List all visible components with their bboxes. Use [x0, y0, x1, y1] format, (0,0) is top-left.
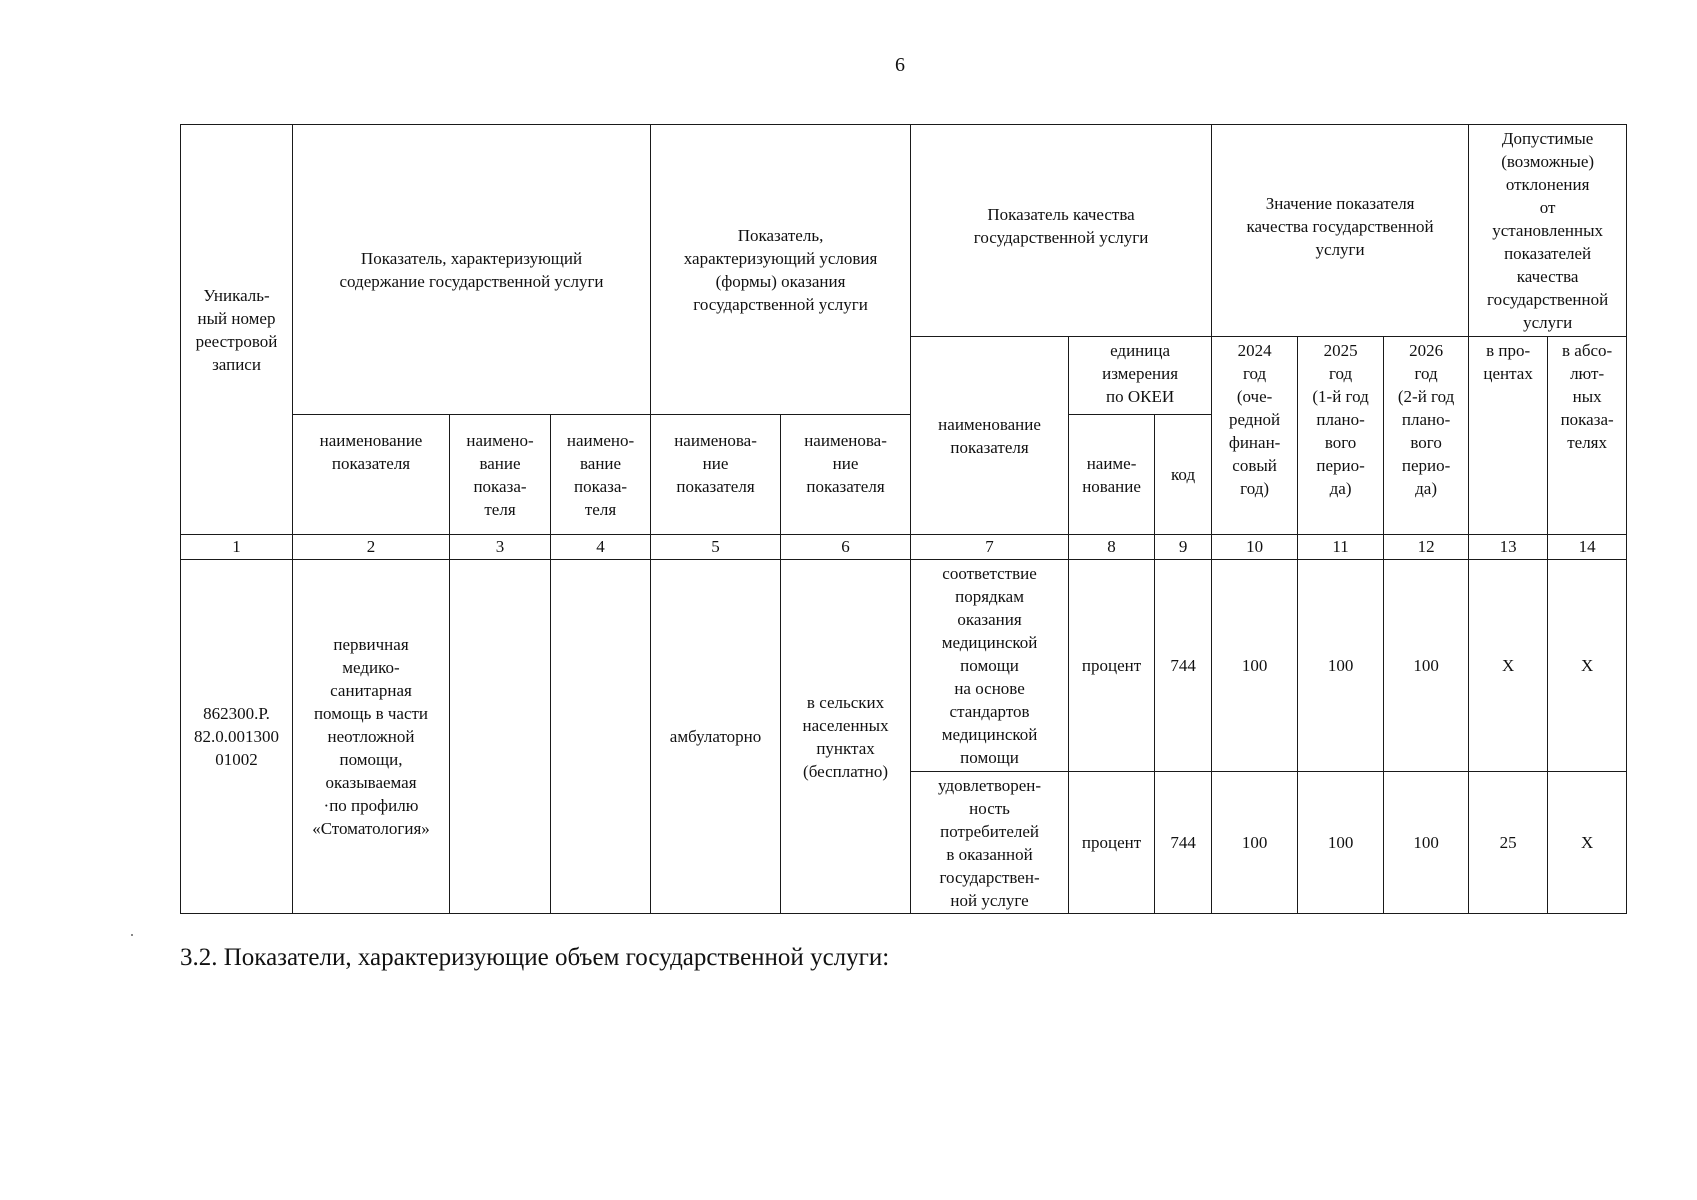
unit-name: процент — [1069, 560, 1155, 772]
header-sub-col-6: наименова- ние показателя — [781, 415, 911, 535]
header-in-percent: в про- центах — [1469, 337, 1548, 535]
deviation-percent: 25 — [1469, 772, 1548, 914]
column-number: 3 — [450, 535, 551, 560]
quality-indicator-name: соответствие порядкам оказания медицинской помощи на основе стандартов медицинской помощи — [911, 560, 1069, 772]
header-quality-indicator: Показатель качества государственной услуги — [911, 125, 1212, 337]
column-number: 13 — [1469, 535, 1548, 560]
column-numbers-row — [181, 535, 1627, 560]
quality-indicators-table — [180, 124, 1627, 914]
header-sub-col-3: наимено- вание показа- теля — [450, 415, 551, 535]
column-number: 10 — [1212, 535, 1298, 560]
scan-speck — [131, 934, 133, 936]
header-okei-code: код — [1155, 415, 1212, 535]
value-2025: 100 — [1298, 772, 1384, 914]
header-sub-col-4: наимено- вание показа- теля — [551, 415, 651, 535]
header-year-2025: 2025 год (1-й год плано- вого перио- да) — [1298, 337, 1384, 535]
header-year-2026: 2026 год (2-й год плано- вого перио- да) — [1384, 337, 1469, 535]
unit-code: 744 — [1155, 772, 1212, 914]
page-number: 6 — [895, 54, 905, 76]
quality-indicator-name: удовлетворен- ность потребителей в оказанной государствен- ной услуге — [911, 772, 1069, 914]
column-number: 6 — [781, 535, 911, 560]
header-allowed-deviations: Допустимые (возможные) отклонения от установленных показателей качества государственной услуги — [1469, 125, 1627, 337]
column-number: 7 — [911, 535, 1069, 560]
header-conditions-indicator: Показатель, характеризующий условия (формы) оказания государственной услуги — [651, 125, 911, 415]
column-number: 4 — [551, 535, 651, 560]
deviation-percent: X — [1469, 560, 1548, 772]
record-condition-place: в сельских населенных пунктах (бесплатно) — [781, 560, 911, 914]
column-number: 12 — [1384, 535, 1469, 560]
header-sub-col-2: наименование показателя — [293, 415, 450, 535]
table-row — [181, 560, 1627, 772]
header-row-top — [181, 125, 1627, 337]
deviation-absolute: X — [1548, 560, 1627, 772]
record-content-col4 — [551, 560, 651, 914]
column-number: 8 — [1069, 535, 1155, 560]
unit-code: 744 — [1155, 560, 1212, 772]
header-okei-name: наиме- нование — [1069, 415, 1155, 535]
header-unique-number: Уникаль- ный номер реестровой записи — [181, 125, 293, 535]
header-year-2024: 2024 год (оче- редной финан- совый год) — [1212, 337, 1298, 535]
column-number: 9 — [1155, 535, 1212, 560]
record-content: первичная медико- санитарная помощь в части неотложной помощи, оказываемая ·по профилю «Стоматология» — [293, 560, 450, 914]
header-okei-unit: единица измерения по ОКЕИ — [1069, 337, 1212, 415]
header-sub-col-5: наименова- ние показателя — [651, 415, 781, 535]
column-number: 1 — [181, 535, 293, 560]
header-quality-value: Значение показателя качества государственной услуги — [1212, 125, 1469, 337]
column-number: 5 — [651, 535, 781, 560]
header-indicator-name: наименование показателя — [911, 337, 1069, 535]
record-unique-number: 862300.Р. 82.0.001300 01002 — [181, 560, 293, 914]
record-content-col3 — [450, 560, 551, 914]
header-in-absolute: в абсо- лют- ных показа- телях — [1548, 337, 1627, 535]
section-heading: 3.2. Показатели, характеризующие объем государственной услуги: — [180, 944, 890, 971]
value-2024: 100 — [1212, 772, 1298, 914]
column-number: 11 — [1298, 535, 1384, 560]
value-2025: 100 — [1298, 560, 1384, 772]
column-number: 2 — [293, 535, 450, 560]
deviation-absolute: X — [1548, 772, 1627, 914]
value-2026: 100 — [1384, 560, 1469, 772]
column-number: 14 — [1548, 535, 1627, 560]
header-content-indicator: Показатель, характеризующий содержание государственной услуги — [293, 125, 651, 415]
unit-name: процент — [1069, 772, 1155, 914]
value-2024: 100 — [1212, 560, 1298, 772]
value-2026: 100 — [1384, 772, 1469, 914]
record-condition-form: амбулаторно — [651, 560, 781, 914]
